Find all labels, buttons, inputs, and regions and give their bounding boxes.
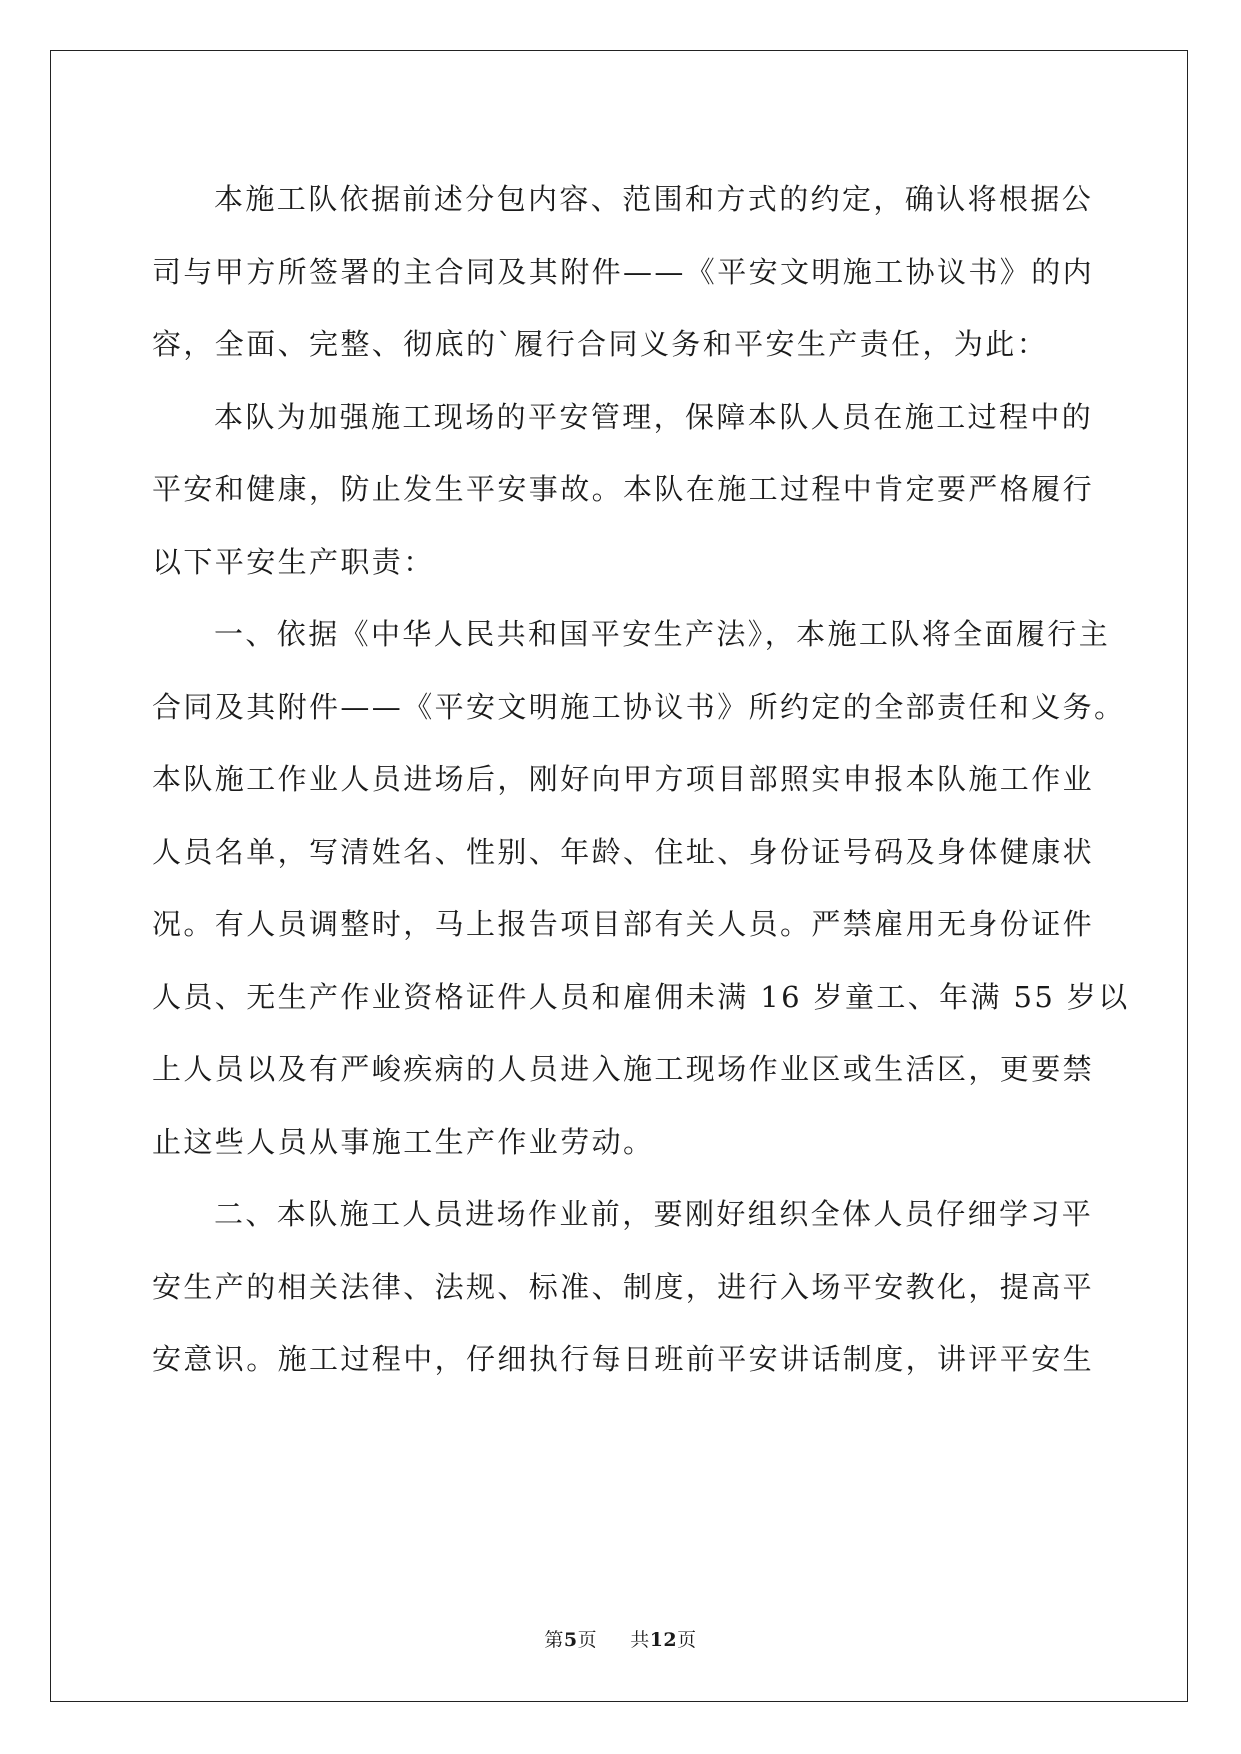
paragraph-line: 司与甲方所签署的主合同及其附件——《平安文明施工协议书》的内 — [152, 254, 1095, 289]
paragraph-line: 本队施工作业人员进场后，刚好向甲方项目部照实申报本队施工作业 — [152, 762, 1095, 796]
total-pages: 12 — [649, 1629, 678, 1651]
page-number: 5 — [563, 1629, 578, 1651]
paragraph-line: 安生产的相关法律、法规、标准、制度，进行入场平安教化，提高平 — [152, 1269, 1095, 1304]
page-footer — [0, 1625, 1241, 1652]
paragraph-3 — [152, 598, 1130, 1178]
paragraph-line: 一、依据《中华人民共和国平安生产法》，本施工队将全面履行主 — [214, 617, 1111, 651]
paragraph-line: 上人员以及有严峻疾病的人员进入施工现场作业区或生活区，更要禁 — [152, 1052, 1095, 1086]
paragraph-2 — [152, 381, 1095, 599]
paragraph-line: 容，全面、完整、彻底的`履行合同义务和平安生产责任，为此： — [152, 327, 1049, 361]
paragraph-line: 本队为加强施工现场的平安管理，保障本队人员在施工过程中的 — [214, 399, 1094, 434]
paragraph-line: 安意识。施工过程中，仔细执行每日班前平安讲话制度，讲评平安生 — [152, 1342, 1095, 1376]
paragraph-line: 平安和健康，防止发生平安事故。本队在施工过程中肯定要严格履行 — [152, 472, 1095, 506]
paragraph-line: 人员、无生产作业资格证件人员和雇佣未满 16 岁童工、年满 55 岁以 — [152, 979, 1130, 1014]
paragraph-4 — [152, 1178, 1095, 1396]
paragraph-line: 以下平安生产职责： — [152, 544, 435, 579]
page-label-suffix: 页 — [577, 1629, 598, 1651]
paragraph-line: 人员名单，写清姓名、性别、年龄、住址、身份证号码及身体健康状 — [152, 834, 1095, 869]
total-label-prefix: 共 — [630, 1629, 650, 1651]
paragraph-line: 二、本队施工人员进场作业前，要刚好组织全体人员仔细学习平 — [214, 1197, 1094, 1231]
paragraph-line: 况。有人员调整时，马上报告项目部有关人员。严禁雇用无身份证件 — [152, 907, 1095, 941]
paragraph-line: 止这些人员从事施工生产作业劳动。 — [152, 1124, 655, 1159]
paragraph-1 — [152, 163, 1095, 381]
total-label-suffix: 页 — [677, 1629, 697, 1651]
paragraph-line: 合同及其附件——《平安文明施工协议书》所约定的全部责任和义务。 — [152, 689, 1126, 724]
paragraph-line: 本施工队依据前述分包内容、范围和方式的约定，确认将根据公 — [214, 182, 1094, 216]
page-label-prefix: 第 — [544, 1629, 564, 1651]
document-body — [152, 163, 1130, 1396]
